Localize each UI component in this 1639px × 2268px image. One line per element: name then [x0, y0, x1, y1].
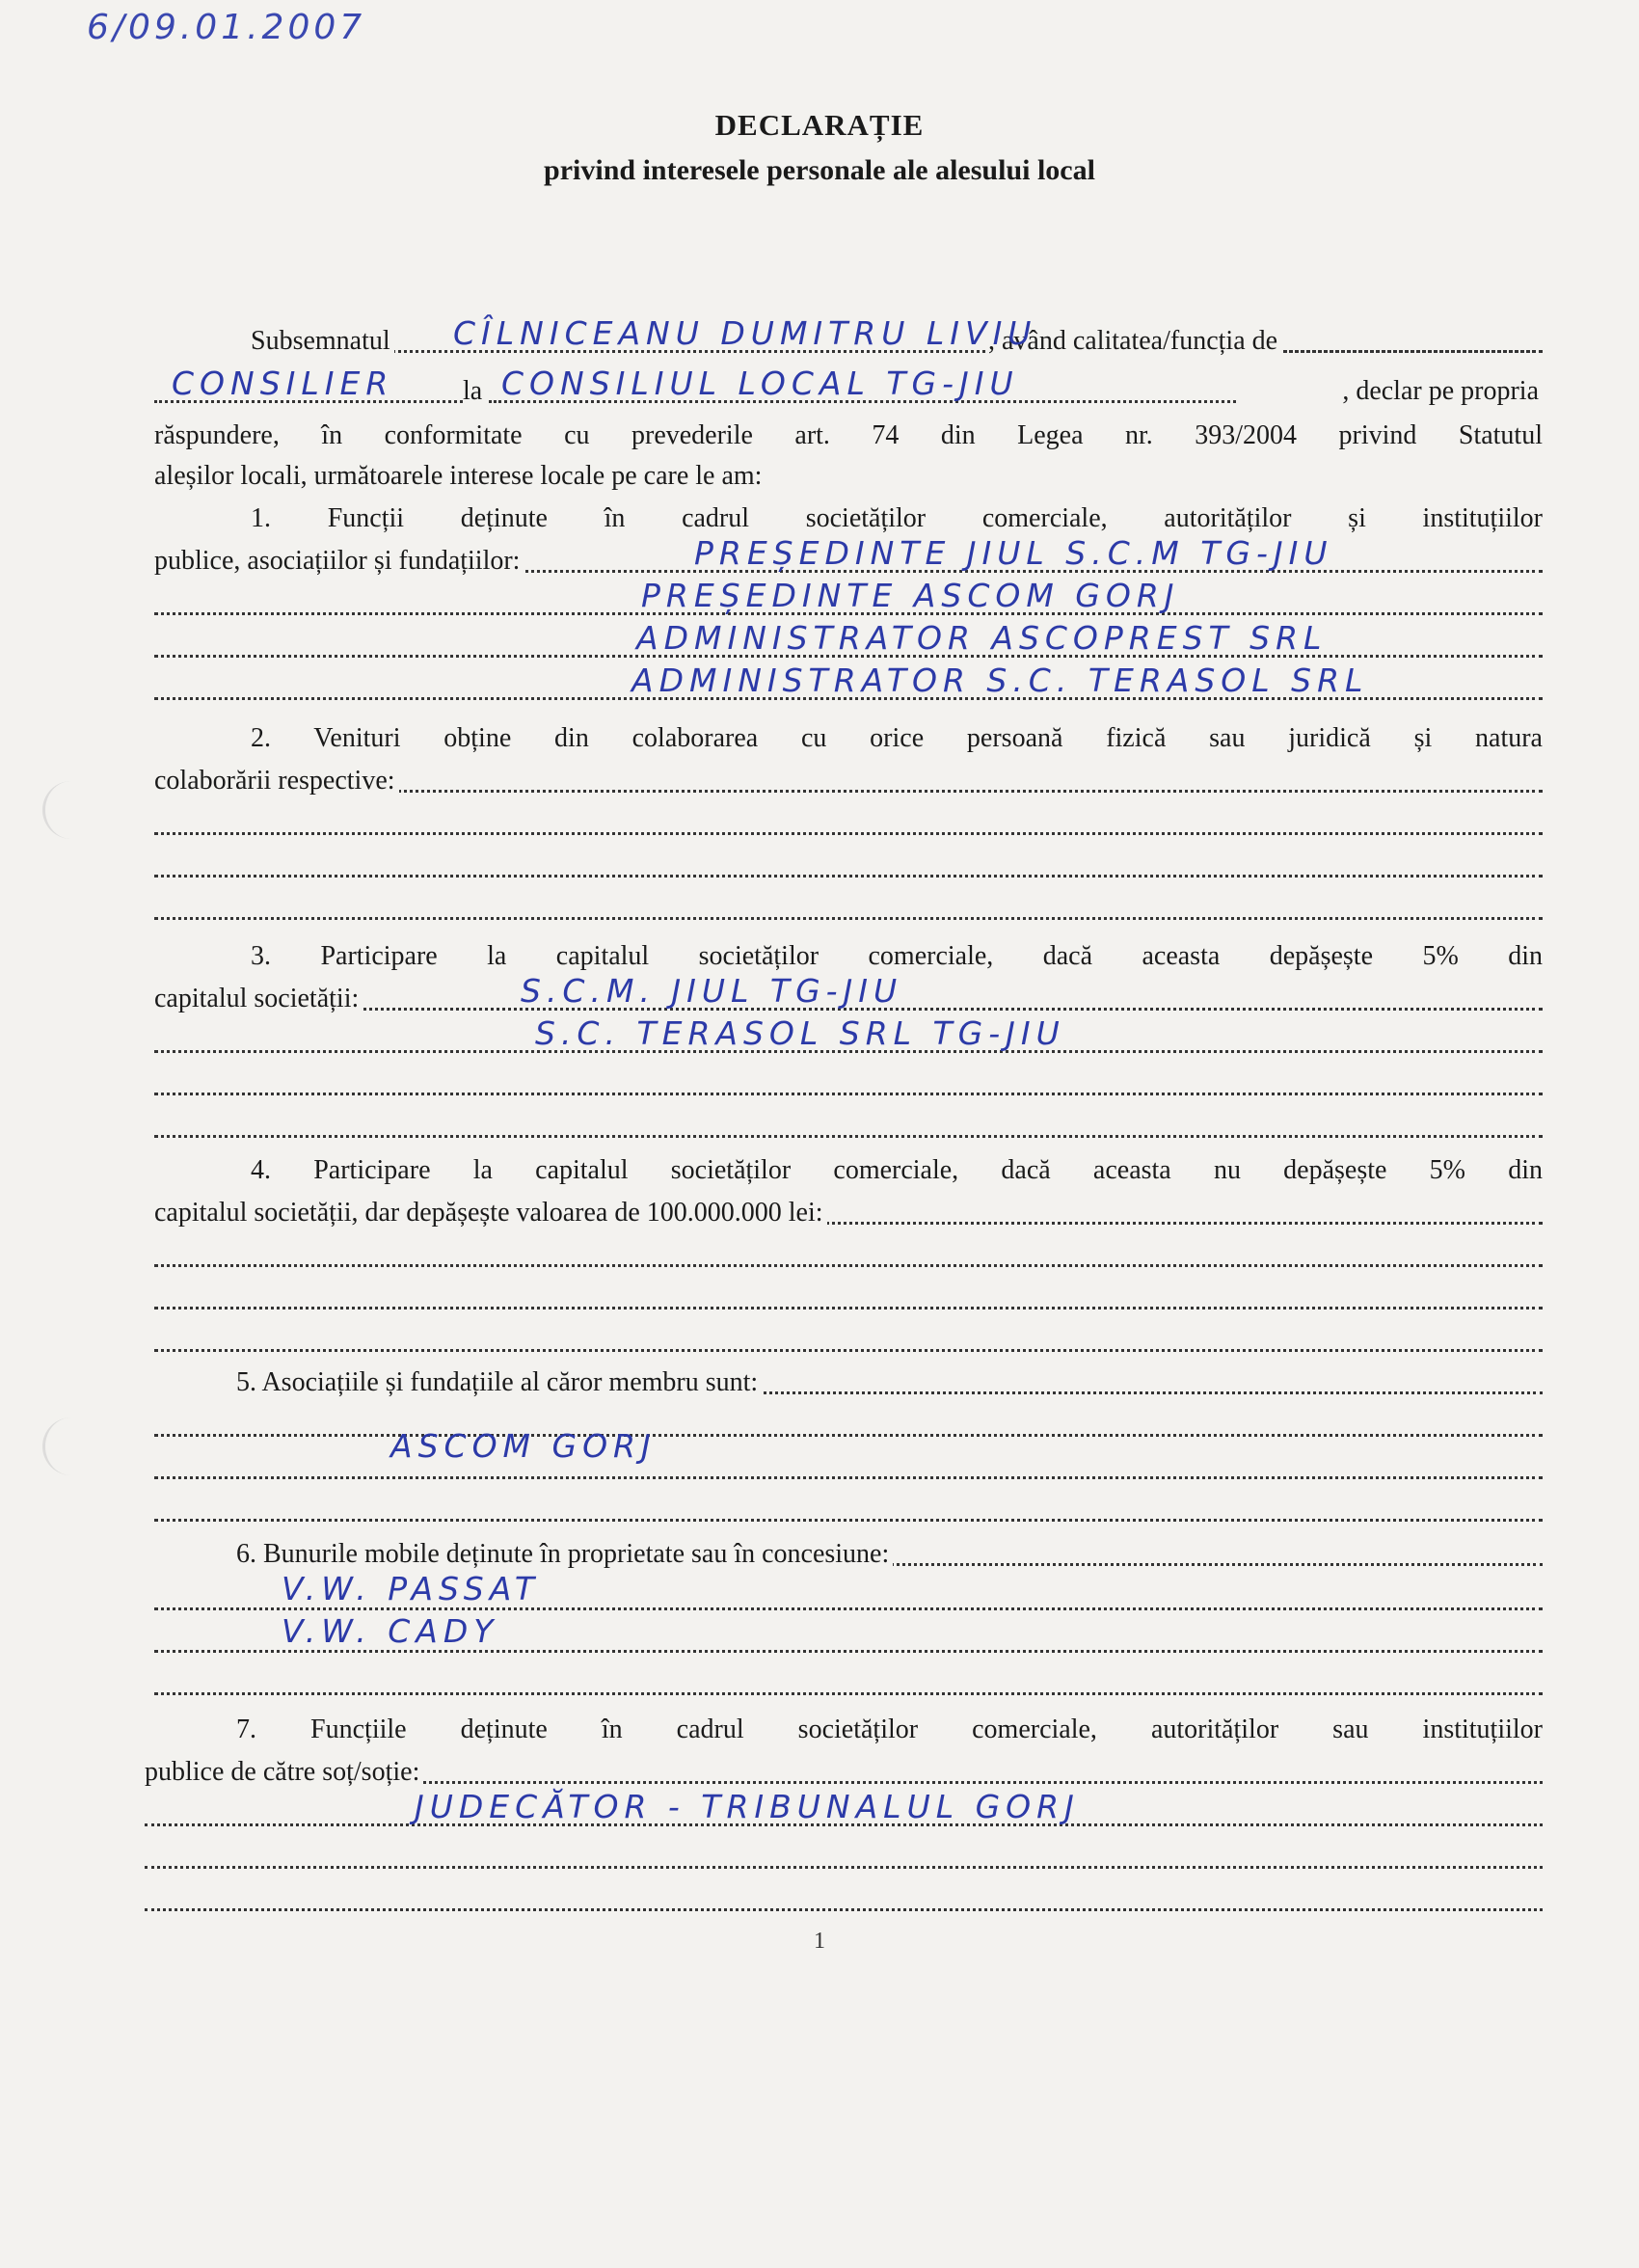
section-7-line-2: publice de către soț/soție:: [145, 1757, 1543, 1790]
section-1-entry-3: ADMINISTRATOR ASCOPREST SRL: [636, 619, 1328, 657]
section-5-dotline-4: [154, 1495, 1543, 1527]
intro-at: la: [463, 376, 501, 409]
section-3-line-1: 3. Participare la capitalul societăților comerciale, dacă aceasta depășește 5% din: [251, 941, 1543, 971]
intro-prefix: Subsemnatul: [154, 326, 394, 356]
section-7-entry-1: JUDECĂTOR - TRIBUNALUL GORJ: [415, 1788, 1080, 1825]
intro-line-3: răspundere, în conformitate cu prevederile art. 74 din Legea nr. 393/2004 privind Statutul: [154, 420, 1543, 450]
section-4-dotline-2: [154, 1240, 1543, 1273]
section-2-line-2: colaborării respective:: [154, 766, 1543, 798]
section-2-dotline-2: [154, 808, 1543, 841]
registration-stamp: 6/09.01.2007: [87, 8, 366, 47]
section-3-entry-2: S.C. TERASOL SRL TG-JIU: [535, 1014, 1065, 1052]
document-title: DECLARAȚIE: [714, 108, 925, 142]
section-4-line-1: 4. Participare la capitalul societăților comerciale, dacă aceasta nu depășește 5% din: [251, 1155, 1543, 1185]
intro-suffix: , având calitatea/funcția de: [988, 326, 1281, 356]
section-1-entry-1: PREȘEDINTE JIUL S.C.M TG-JIU: [694, 534, 1333, 572]
margin-punch-mark: [42, 781, 84, 839]
section-7-dotline-4: [145, 1884, 1543, 1917]
declarant-name: CÎLNICEANU DUMITRU LIVIU: [453, 314, 1037, 352]
section-1-entry-2: PREȘEDINTE ASCOM GORJ: [641, 577, 1180, 614]
intro-line-2-suffix: , declar pe propria: [1236, 376, 1543, 409]
section-3-dotline-4: [154, 1111, 1543, 1144]
section-2-dotline-3: [154, 850, 1543, 883]
section-6-line-1: 6. Bunurile mobile deținute în proprietate sau în concesiune:: [236, 1539, 1543, 1572]
section-6-entry-2: V.W. CADY: [282, 1612, 499, 1650]
document-subtitle: privind interesele personale ale alesului local: [544, 154, 1095, 186]
section-1-line-2: publice, asociațiilor și fundațiilor:: [154, 546, 1543, 579]
section-2-dotline-4: [154, 893, 1543, 926]
section-5-line-1: 5. Asociațiile și fundațiile al căror membru sunt:: [236, 1367, 1543, 1400]
section-4-dotline-3: [154, 1282, 1543, 1315]
intro-line-4: aleșilor locali, următoarele interese locale pe care le am:: [154, 461, 763, 491]
section-1-line-1: 1. Funcții deținute în cadrul societăților comerciale, autorităților și instituțiilor: [251, 503, 1543, 533]
declarant-function: CONSILIER: [172, 364, 394, 402]
section-3-line-2: capitalul societății:: [154, 984, 1543, 1016]
section-5-dotline-3: [154, 1452, 1543, 1485]
section-5-dotline-2: [154, 1410, 1543, 1443]
section-3-entry-1: S.C.M. JIUL TG-JIU: [521, 972, 903, 1010]
section-5-entry-1: ASCOM GORJ: [390, 1427, 657, 1465]
section-4-line-2: capitalul societății, dar depășește valoarea de 100.000.000 lei:: [154, 1198, 1543, 1230]
section-7-dotline-3: [145, 1842, 1543, 1875]
section-6-entry-1: V.W. PASSAT: [282, 1570, 541, 1607]
margin-punch-mark: [42, 1418, 84, 1475]
section-6-dotline-4: [154, 1668, 1543, 1701]
section-2-line-1: 2. Venituri obține din colaborarea cu orice persoană fizică sau juridică și natura: [251, 723, 1543, 753]
intro-line-1-suffix: [988, 326, 1543, 359]
council-name: CONSILIUL LOCAL TG-JIU: [501, 364, 1019, 402]
section-4-dotline-4: [154, 1325, 1543, 1358]
section-1-entry-4: ADMINISTRATOR S.C. TERASOL SRL: [631, 662, 1369, 699]
page-number: 1: [814, 1929, 825, 1954]
section-3-dotline-3: [154, 1068, 1543, 1101]
section-7-line-1: 7. Funcțiile deținute în cadrul societăților comerciale, autorităților sau instituțiilor: [236, 1714, 1543, 1744]
